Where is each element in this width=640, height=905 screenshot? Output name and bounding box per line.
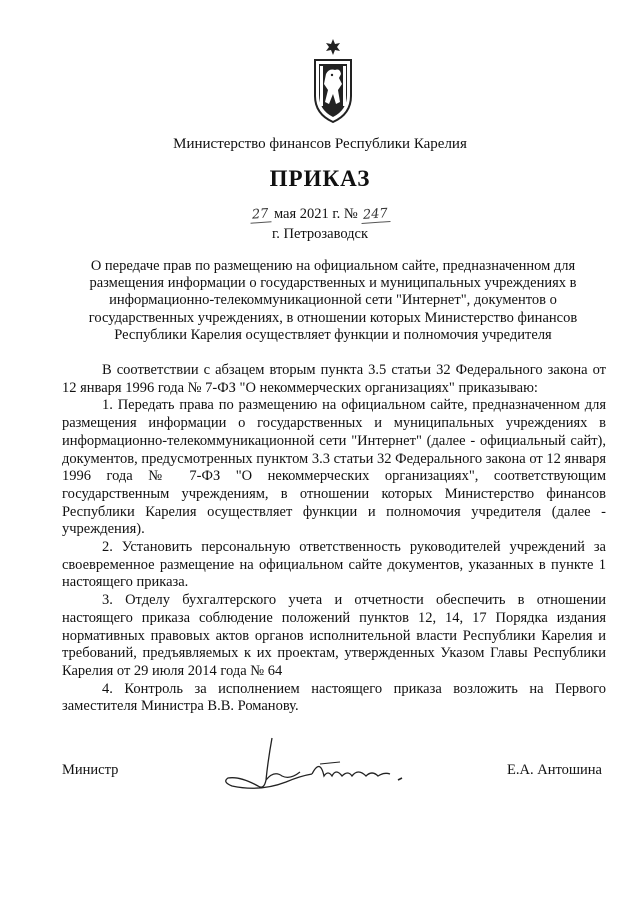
- preamble-paragraph: В соответствии с абзацем вторым пункта 3.5 статьи 32 Федерального закона от 12 января 1996 года № 7-ФЗ "О некоммерческих организациях" приказываю:: [62, 362, 606, 396]
- ministry-name: Министерство финансов Республики Карелия: [173, 136, 467, 152]
- signatory-role: Министр: [62, 762, 119, 778]
- city: г. Петрозаводск: [271, 226, 369, 242]
- clause-2: 2. Установить персональную ответственность руководителей учреждений за своевременное размещение на официальном сайте документов, указанных в пункте 1 настоящего приказа.: [62, 539, 606, 591]
- handwritten-order-number: 247: [361, 206, 391, 224]
- document-type-title: ПРИКАЗ: [269, 166, 371, 191]
- clause-3: 3. Отделу бухгалтерского учета и отчетности обеспечить в отношении настоящего приказа соблюдение положений пунктов 12, 14, 17 Порядка издания нормативных правовых актов органов исполнительной власти Республики Карелия и требований, предъявляемых к их проектам, утвержденных Указом Главы Республики Карелия от 29 июля 2014 года № 64: [62, 592, 606, 679]
- clause-1: 1. Передать права по размещению на официальном сайте, предназначенном для размещения информации о государственных и муниципальных учреждениях в информационно-телекоммуникационной сети "Интернет" (далее - официальный сайт), документов, предусмотренных пунктом 3.3 статьи 32 Федерального закона от 12 января 1996 года № 7-ФЗ "О некоммерческих организациях", соответствующим государственным учреждениям, в отношении которых Министерство финансов Республики Карелия осуществляет функции и полномочия учредителя (далее - учреждения).: [62, 397, 606, 538]
- order-body: [62, 362, 606, 716]
- date-line: [0, 206, 640, 223]
- signature-row: [62, 762, 602, 792]
- handwritten-day: 27: [249, 206, 271, 223]
- karelia-coat-of-arms-icon: [311, 38, 355, 126]
- order-subject: О передаче прав по размещению на официальном сайте, предназначенном для размещения информации о государственных и муниципальных учреждениях в информационно-телекоммуникационной сети "Интернет", документов о государственных учреждениях, в отношении которых Министерство финансов Республики Карелия осуществляет функции и полномочия учредителя: [88, 258, 578, 343]
- date-month-year: мая 2021 г. №: [273, 206, 358, 222]
- signatory-name: Е.А. Антошина: [507, 762, 602, 778]
- clause-4: 4. Контроль за исполнением настоящего приказа возложить на Первого заместителя Министра В.В. Романову.: [62, 680, 606, 715]
